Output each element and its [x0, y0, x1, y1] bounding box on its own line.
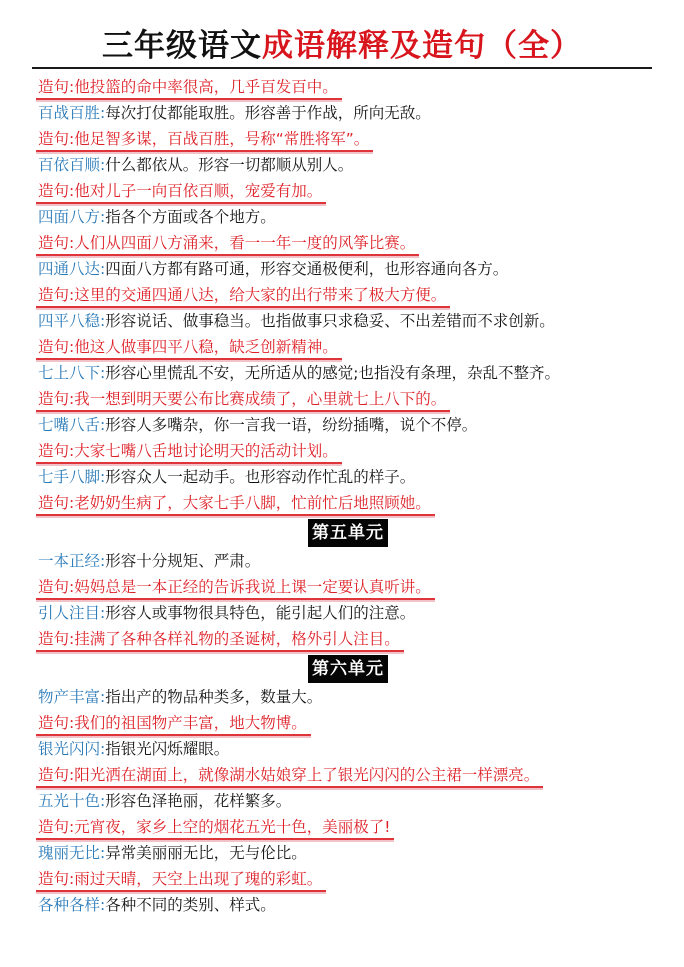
unit-label: 第六单元 — [308, 655, 388, 683]
idiom-definition — [38, 789, 658, 815]
colon: : — [100, 416, 106, 434]
example-sentence — [38, 75, 658, 101]
title-divider — [32, 67, 652, 69]
example-text: 造句:这里的交通四通八达，给大家的出行带来了极大方便。 — [36, 284, 450, 308]
example-text: 造句:他足智多谋，百战百胜，号称“常胜将军”。 — [36, 128, 373, 152]
example-text: 造句:老奶奶生病了，大家七手八脚，忙前忙后地照顾她。 — [36, 492, 435, 516]
idiom-desc: 形容十分规矩、严肃。 — [105, 552, 261, 570]
colon: : — [100, 364, 106, 382]
idiom-desc: 每次打仗都能取胜。形容善于作战，所向无敌。 — [105, 104, 431, 122]
idiom-definition — [38, 549, 658, 575]
idiom-term: 七上八下 — [38, 364, 101, 382]
idiom-definition — [38, 841, 658, 867]
colon: : — [100, 156, 106, 174]
idiom-desc: 形容人多嘴杂，你一言我一语，纷纷插嘴，说个不停。 — [105, 416, 478, 434]
example-sentence — [38, 127, 658, 153]
idiom-desc: 形容心里慌乱不安，无所适从的感觉;也指没有条理，杂乱不整齐。 — [105, 364, 560, 382]
idiom-desc: 指出产的物品种类多，数量大。 — [105, 688, 323, 706]
example-text: 造句:我一想到明天要公布比赛成绩了，心里就七上八下的。 — [36, 388, 450, 412]
unit-heading-6 — [38, 655, 658, 685]
example-sentence — [38, 491, 658, 517]
idiom-definition — [38, 257, 658, 283]
example-text: 造句:他对儿子一向百依百顺，宠爱有加。 — [36, 180, 326, 204]
idiom-definition — [38, 413, 658, 439]
idiom-term: 四平八稳 — [38, 312, 101, 330]
idiom-term: 银光闪闪 — [38, 740, 101, 758]
idiom-term: 七手八脚 — [38, 468, 101, 486]
unit-label: 第五单元 — [308, 519, 388, 547]
colon: : — [100, 740, 106, 758]
colon: : — [100, 896, 106, 914]
idiom-definition — [38, 737, 658, 763]
idiom-definition — [38, 685, 658, 711]
example-sentence — [38, 335, 658, 361]
idiom-definition — [38, 893, 658, 919]
idiom-term: 瑰丽无比 — [38, 844, 101, 862]
idiom-term: 百战百胜 — [38, 104, 101, 122]
idiom-desc: 异常美丽丽无比，无与伦比。 — [105, 844, 307, 862]
idiom-term: 一本正经 — [38, 552, 101, 570]
idiom-term: 四面八方 — [38, 208, 101, 226]
example-sentence — [38, 867, 658, 893]
example-sentence — [38, 575, 658, 601]
idiom-definition — [38, 361, 658, 387]
example-text: 造句:阳光洒在湖面上，就像湖水姑娘穿上了银光闪闪的公主裙一样漂亮。 — [36, 764, 543, 788]
colon: : — [100, 604, 106, 622]
example-text: 造句:挂满了各种各样礼物的圣诞树，格外引人注目。 — [36, 628, 404, 652]
idiom-definition — [38, 101, 658, 127]
idiom-term: 各种各样 — [38, 896, 101, 914]
colon: : — [100, 552, 106, 570]
colon: : — [100, 468, 106, 486]
idiom-term: 百依百顺 — [38, 156, 101, 174]
example-sentence — [38, 627, 658, 653]
idiom-desc: 形容说话、做事稳当。也指做事只求稳妥、不出差错而不求创新。 — [105, 312, 555, 330]
example-sentence — [38, 283, 658, 309]
idiom-desc: 指银光闪烁耀眼。 — [105, 740, 230, 758]
idiom-desc: 形容众人一起动手。也形容动作忙乱的样子。 — [105, 468, 416, 486]
title-red-part: 成语解释及造句（全） — [262, 28, 582, 64]
example-text: 造句:他投篮的命中率很高，几乎百发百中。 — [36, 76, 342, 100]
example-sentence — [38, 763, 658, 789]
colon: : — [100, 792, 106, 810]
example-sentence — [38, 711, 658, 737]
example-text: 造句:我们的祖国物产丰富，地大物博。 — [36, 712, 311, 736]
idiom-desc: 指各个方面或各个地方。 — [105, 208, 276, 226]
idiom-desc: 各种不同的类别、样式。 — [105, 896, 276, 914]
colon: : — [100, 844, 106, 862]
example-text: 造句:他这人做事四平八稳，缺乏创新精神。 — [36, 336, 342, 360]
idiom-definition — [38, 205, 658, 231]
idiom-list — [38, 75, 658, 919]
example-sentence — [38, 387, 658, 413]
page-title — [0, 26, 684, 66]
example-sentence — [38, 179, 658, 205]
idiom-term: 引人注目 — [38, 604, 101, 622]
example-text: 造句:人们从四面八方涌来，看一一年一度的风筝比赛。 — [36, 232, 419, 256]
idiom-desc: 什么都依从。形容一切都顺从别人。 — [105, 156, 354, 174]
colon: : — [100, 104, 106, 122]
idiom-term: 五光十色 — [38, 792, 101, 810]
example-sentence — [38, 439, 658, 465]
unit-heading-5 — [38, 519, 658, 549]
idiom-desc: 形容色泽艳丽，花样繁多。 — [105, 792, 292, 810]
colon: : — [100, 208, 106, 226]
idiom-term: 四通八达 — [38, 260, 101, 278]
idiom-definition — [38, 601, 658, 627]
idiom-desc: 形容人或事物很具特色，能引起人们的注意。 — [105, 604, 416, 622]
example-text: 造句:雨过天晴，天空上出现了瑰的彩虹。 — [36, 868, 326, 892]
idiom-definition — [38, 465, 658, 491]
example-text: 造句:妈妈总是一本正经的告诉我说上课一定要认真听讲。 — [36, 576, 435, 600]
example-text: 造句:大家七嘴八舌地讨论明天的活动计划。 — [36, 440, 342, 464]
colon: : — [100, 260, 106, 278]
example-sentence — [38, 231, 658, 257]
idiom-term: 七嘴八舌 — [38, 416, 101, 434]
colon: : — [100, 688, 106, 706]
title-black-part: 三年级语文 — [102, 28, 262, 64]
idiom-definition — [38, 309, 658, 335]
idiom-term: 物产丰富 — [38, 688, 101, 706]
colon: : — [100, 312, 106, 330]
example-sentence — [38, 815, 658, 841]
idiom-definition — [38, 153, 658, 179]
example-text: 造句:元宵夜，家乡上空的烟花五光十色，美丽极了! — [36, 816, 394, 840]
idiom-desc: 四面八方都有路可通，形容交通极便利，也形容通向各方。 — [105, 260, 509, 278]
